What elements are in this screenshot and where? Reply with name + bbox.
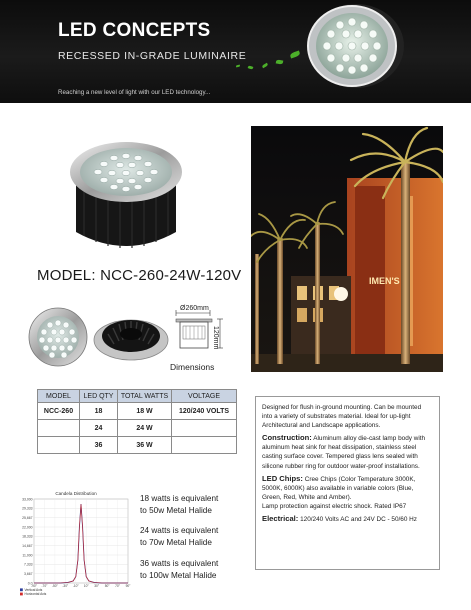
- protection-text: Lamp protection against electric shock. Rated IP67: [262, 502, 407, 510]
- x-tick-label: 50°: [104, 584, 110, 588]
- table-cell: 24: [80, 420, 118, 437]
- y-tick-label: 11,000: [22, 553, 33, 558]
- y-tick-label: 14,667: [22, 543, 33, 548]
- lamp-product-image: [62, 128, 190, 256]
- table-cell: 36: [80, 437, 118, 454]
- x-tick-label: -50°: [51, 584, 58, 588]
- photo-sign-text: IMEN'S: [369, 276, 400, 286]
- x-tick-label: 10°: [83, 584, 89, 588]
- y-tick-label: 3,667: [24, 571, 33, 576]
- table-cell: [38, 437, 80, 454]
- equivalent-line: 18 watts is equivalent: [140, 494, 219, 503]
- spec-table: [37, 389, 237, 454]
- product-subtitle: RECESSED IN-GRADE LUMINAIRE: [58, 50, 247, 62]
- construction-paragraph: [262, 433, 433, 470]
- chart-title: Candela Distribution: [55, 491, 97, 496]
- equivalent-line: to 70w Metal Halide: [140, 538, 212, 547]
- dimensions-label: Dimensions: [170, 362, 215, 372]
- chips-paragraph: [262, 474, 433, 502]
- equivalent-line: to 50w Metal Halide: [140, 506, 212, 515]
- x-tick-label: 90°: [125, 584, 131, 588]
- leaf-decoration: [236, 65, 240, 68]
- equivalent-line: 24 watts is equivalent: [140, 526, 219, 535]
- table-header-cell: VOLTAGE: [172, 390, 237, 403]
- table-header-cell: TOTAL WATTS: [118, 390, 172, 403]
- x-tick-label: -90°: [31, 584, 37, 588]
- table-cell: 18 W: [118, 403, 172, 420]
- x-tick-label: 30°: [94, 584, 100, 588]
- table-header-row: [38, 390, 237, 403]
- table-header-cell: LED QTY: [80, 390, 118, 403]
- series-line-vertical: [34, 504, 128, 583]
- dimensions-drawing: [170, 307, 240, 357]
- table-row: [38, 437, 237, 454]
- x-tick-label: -70°: [41, 584, 48, 588]
- leaf-decoration: [262, 63, 269, 69]
- electrical-paragraph: [262, 514, 433, 524]
- equivalent-line: 36 watts is equivalent: [140, 559, 219, 568]
- y-tick-label: 25,667: [22, 515, 33, 520]
- legend-label: Vertical Axis: [24, 588, 43, 592]
- candela-distribution-chart: [14, 487, 132, 599]
- leaf-decoration: [276, 59, 284, 64]
- construction-text: Aluminum alloy die-cast lamp body with aluminum heat sink for heat dissipation, stainless steel casting surface cover. Tempered glass lens sealed with silicone rubber ring for outdoor water-proof installations.: [262, 435, 426, 470]
- electrical-label: Electrical:: [262, 514, 299, 524]
- table-cell: 120/240 VOLTS: [172, 403, 237, 420]
- table-row: [38, 420, 237, 437]
- y-tick-label: 0.0: [27, 581, 33, 586]
- x-tick-label: -10°: [72, 584, 79, 588]
- brand-title: LED CONCEPTS: [58, 20, 211, 41]
- y-tick-label: 29,333: [22, 506, 33, 511]
- table-cell: 36 W: [118, 437, 172, 454]
- description-box: [255, 396, 440, 570]
- construction-label: Construction:: [262, 433, 312, 443]
- legend-swatch: [20, 588, 23, 591]
- hero-lamp-image: [292, 2, 404, 100]
- equivalent-line: to 100w Metal Halide: [140, 571, 217, 580]
- y-tick-label: 18,333: [22, 534, 33, 539]
- y-tick-label: 7,333: [24, 562, 33, 567]
- tagline: Reaching a new level of light with our LED technology...: [58, 89, 211, 96]
- dimension-width-label: Ø260mm: [180, 305, 209, 312]
- table-cell: [38, 420, 80, 437]
- model-title: MODEL: NCC-260-24W-120V: [37, 267, 242, 284]
- table-cell: 18: [80, 403, 118, 420]
- series-line-horizontal: [34, 504, 128, 583]
- equivalent-note: [140, 558, 218, 582]
- chips-label: LED Chips:: [262, 473, 303, 483]
- description-intro: Designed for flush in-ground mounting. Can be mounted into a variety of substrates material. Ideal for up-light Architectural and Landscape applications.: [262, 404, 422, 430]
- x-tick-label: 70°: [115, 584, 120, 588]
- lamp-top-view-image: [28, 307, 88, 367]
- y-tick-label: 22,000: [22, 525, 33, 530]
- legend-swatch: [20, 593, 23, 596]
- table-cell: [172, 437, 237, 454]
- x-tick-label: -30°: [62, 584, 69, 588]
- table-header-cell: MODEL: [38, 390, 80, 403]
- chart-plot-frame: [34, 499, 128, 583]
- lamp-back-view-image: [92, 306, 170, 364]
- y-tick-label: 33,000: [22, 497, 33, 502]
- legend-label: Horizontal Axis: [24, 592, 47, 597]
- installation-night-photo: [251, 126, 443, 372]
- equivalent-note: [140, 525, 218, 549]
- table-cell: NCC-260: [38, 403, 80, 420]
- electrical-text: 120/240 Volts AC and 24V DC - 50/60 Hz: [298, 516, 417, 524]
- leaf-decoration: [248, 65, 254, 70]
- dimension-height-label: 120mm: [212, 326, 219, 350]
- header-banner: [0, 0, 471, 103]
- chips-text: Cree Chips (Color Temperature 3000K, 5000K, 6000K) also available in variable colors (Blue, Green, Red, White and Amber).: [262, 475, 416, 501]
- table-cell: 24 W: [118, 420, 172, 437]
- table-cell: [172, 420, 237, 437]
- equivalent-note: [140, 493, 218, 517]
- table-row: [38, 403, 237, 420]
